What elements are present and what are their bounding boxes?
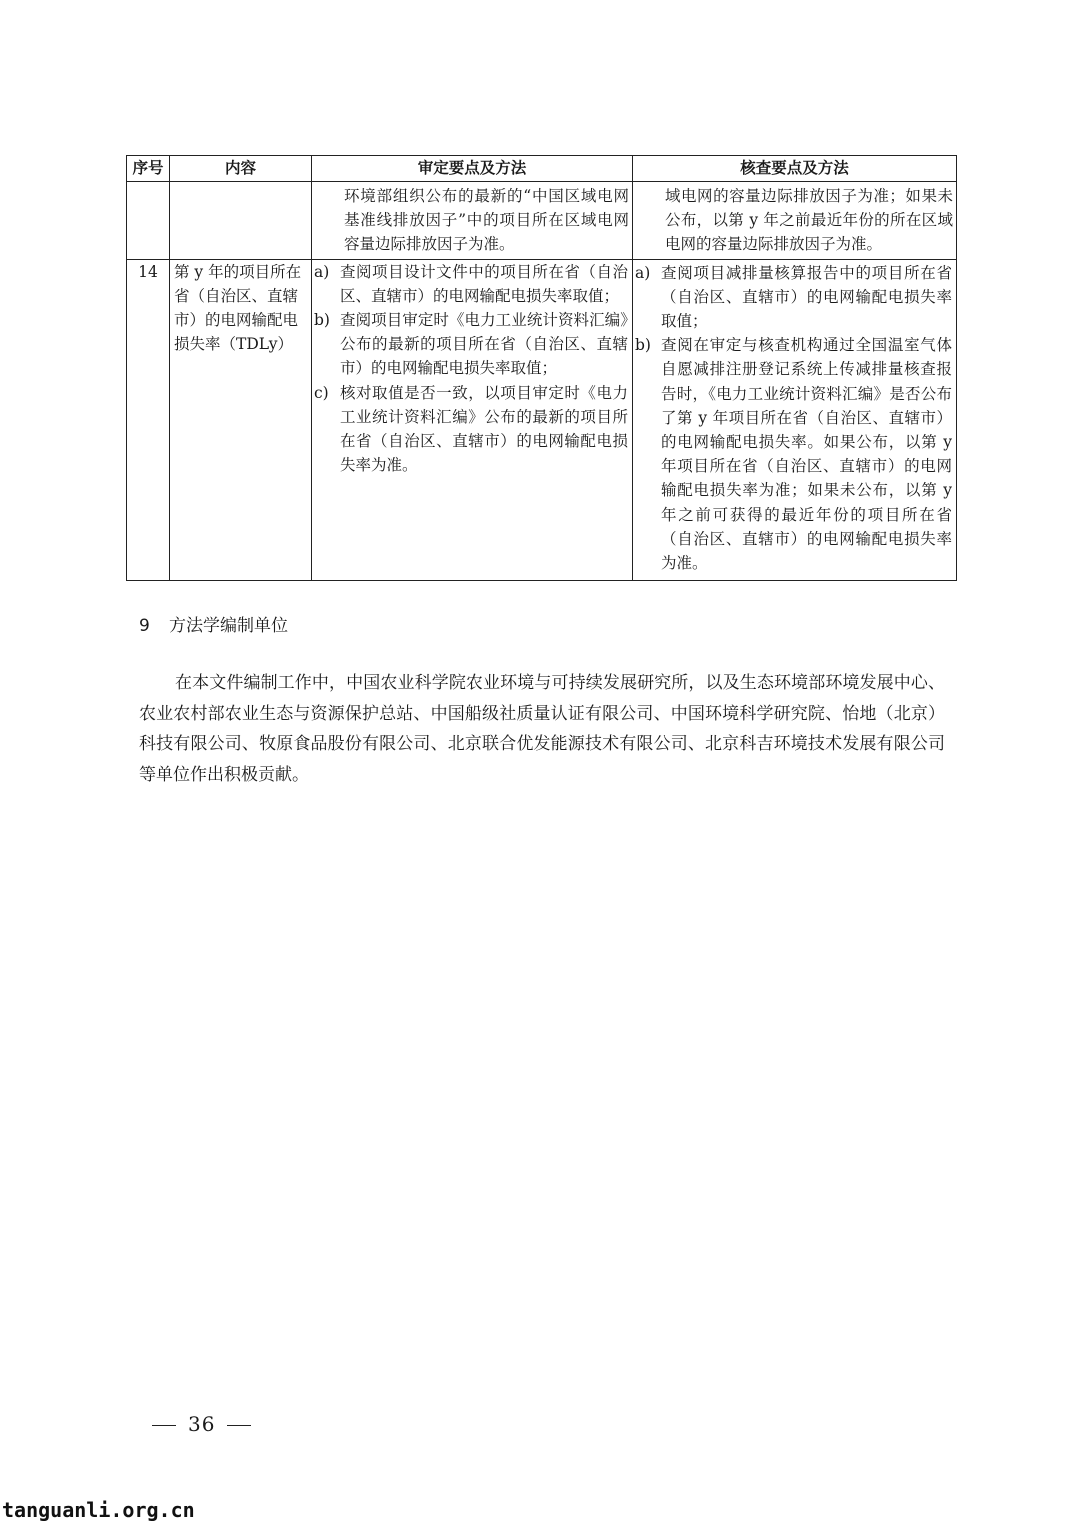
review-item-a-mark: a)	[314, 262, 330, 281]
section-number: 9	[139, 616, 150, 636]
review-item-b	[312, 308, 630, 381]
cell-review-continued	[312, 182, 633, 260]
page-number: 36	[188, 1412, 216, 1436]
content-14-text: 第 y 年的项目所在省（自治区、直辖市）的电网输配电损失率（TDLy）	[174, 262, 302, 354]
site-watermark: tanguanli.org.cn	[2, 1498, 195, 1522]
review-item-a	[312, 260, 630, 308]
review-continued-text: 环境部组织公布的最新的“中国区域电网基准线排放因子”中的项目所在区域电网容量边际排放因子为准。	[344, 187, 629, 254]
cell-seq-14: 14	[127, 259, 170, 580]
verify-item-b-text: 查阅在审定与核查机构通过全国温室气体自愿减排注册登记系统上传减排量核查报告时，《电力工业统计资料汇编》是否公布了第 y 年项目所在省（自治区、直辖市）的电网输配电损失率。如果公布，以第 y 年项目所在省（自治区、直辖市）的电网输配电损失率为准；如果未公布，以第 y 年之前可获得的最近年份的项目所在省（自治区、直辖市）的电网输配电损失率为准。	[661, 336, 952, 573]
review-item-b-text: 查阅项目审定时《电力工业统计资料汇编》公布的最新的项目所在省（自治区、直辖市）的电网输配电损失率取值；	[340, 311, 628, 378]
footer-dash-right	[227, 1425, 251, 1426]
cell-content-14	[170, 259, 312, 580]
verify-item-b-mark: b)	[635, 336, 651, 355]
table-row-14	[127, 259, 957, 580]
section-title: 方法学编制单位	[169, 616, 288, 636]
table-row-continued	[127, 182, 957, 260]
verify-item-a	[633, 261, 954, 334]
verify-item-b	[633, 333, 954, 575]
footer-dash-left	[152, 1425, 176, 1426]
header-verify: 核查要点及方法	[633, 156, 957, 182]
verify-item-a-text: 查阅项目减排量核算报告中的项目所在省（自治区、直辖市）的电网输配电损失率取值；	[661, 263, 952, 331]
cell-verify-14	[633, 259, 957, 580]
section-body: 在本文件编制工作中，中国农业科学院农业环境与可持续发展研究所，以及生态环境部环境发展中心、农业农村部农业生态与资源保护总站、中国船级社质量认证有限公司、中国环境科学研究院、怡地（北京）科技有限公司、牧原食品股份有限公司、北京联合优发能源技术有限公司、北京科吉环境技术发展有限公司等单位作出积极贡献。	[139, 673, 945, 785]
method-table	[126, 155, 957, 581]
page-footer	[140, 1412, 263, 1436]
header-seq: 序号	[127, 156, 170, 182]
verify-continued-text: 域电网的容量边际排放因子为准；如果未公布，以第 y 年之前最近年份的所在区域电网的容量边际排放因子为准。	[665, 187, 953, 254]
table-header-row	[127, 156, 957, 182]
review-item-b-mark: b)	[314, 311, 330, 330]
header-content: 内容	[170, 156, 312, 182]
header-review: 审定要点及方法	[312, 156, 633, 182]
section-heading	[139, 611, 288, 636]
review-item-c-mark: c)	[314, 383, 329, 402]
verify-item-a-mark: a)	[635, 263, 651, 282]
review-item-c	[312, 381, 630, 478]
review-item-a-text: 查阅项目设计文件中的项目所在省（自治区、直辖市）的电网输配电损失率取值；	[340, 262, 628, 305]
cell-seq-continued	[127, 182, 170, 260]
review-item-c-text: 核对取值是否一致，以项目审定时《电力工业统计资料汇编》公布的最新的项目所在省（自治区、直辖市）的电网输配电损失率为准。	[340, 383, 628, 475]
cell-review-14	[312, 259, 633, 580]
cell-content-continued	[170, 182, 312, 260]
cell-verify-continued	[633, 182, 957, 260]
